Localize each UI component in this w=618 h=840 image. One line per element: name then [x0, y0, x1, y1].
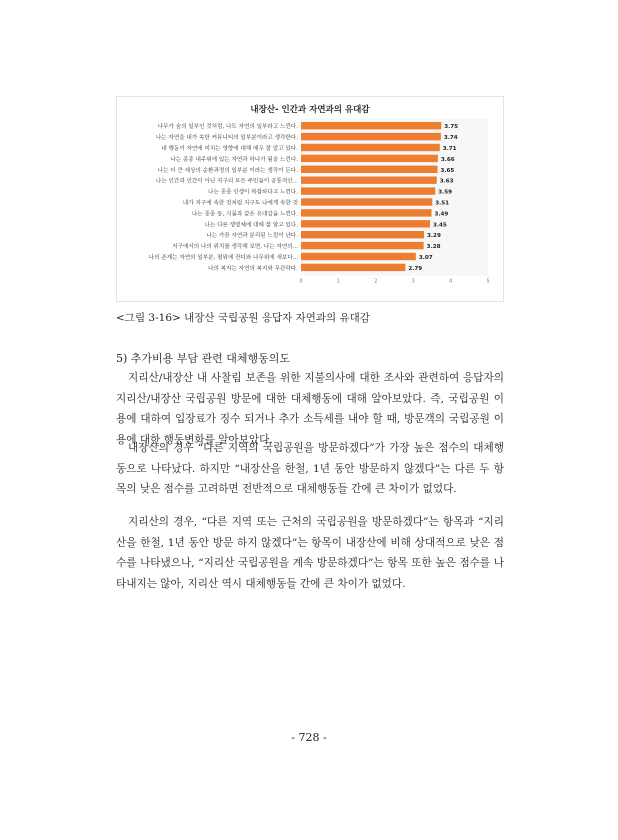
paragraph-3: 지리산의 경우, “다른 지역 또는 근처의 국립공원을 방문하겠다”는 항목과 “지리산을 한철, 1년 동안 방문 하지 않겠다”는 항목이 내장산에 비해 상대적으로 낮은 점수를 나타냈으나, “지리산 국립공원을 계속 방문하겠다”는 항목 또한 높은 점수를 나타내지는 않아, 지리산 역시 대체행동들 간에 큰 차이가 없었다. — [116, 516, 504, 590]
x-tick-label: 0 — [299, 279, 303, 285]
category-label: 나는 가끔 자연과 분리된 느낌이 난다. — [206, 233, 298, 240]
category-label: 나의 존재는 자연의 일부분, 평위에 잔디와 나무위에 새보다... — [148, 255, 298, 261]
data-label: 3.29 — [427, 233, 441, 240]
data-label: 3.07 — [418, 255, 433, 261]
bar — [301, 187, 435, 194]
data-label: 3.66 — [440, 156, 455, 163]
data-label: 3.49 — [434, 211, 449, 218]
page-number: - 728 - — [291, 731, 327, 744]
category-label: 나는 인간과 인간이 아닌 지구의 모든 주민들이 공통적인... — [155, 178, 298, 185]
bar — [301, 242, 424, 249]
chart-title: 내장산- 인간과 자연과의 유대감 — [250, 105, 370, 115]
chart-container — [116, 96, 504, 302]
x-tick-label: 2 — [374, 279, 378, 285]
data-label: 3.63 — [439, 178, 454, 185]
category-label: 나는 더 큰 세상의 순환과정의 일부분 이라는 생각이 든다. — [157, 167, 298, 174]
x-tick-label: 5 — [486, 279, 490, 285]
x-tick-label: 4 — [449, 279, 453, 285]
data-label: 3.45 — [433, 222, 447, 229]
x-tick-label: 3 — [411, 279, 415, 285]
bar — [301, 144, 440, 151]
data-label: 2.79 — [408, 265, 423, 272]
bar — [301, 133, 441, 140]
plot-area — [301, 119, 488, 276]
category-label: 나는 자연을 내가 속한 커뮤니티의 일부분이라고 생각한다. — [155, 135, 298, 142]
bar — [301, 122, 441, 129]
bar — [301, 166, 438, 173]
paragraph-1: 지리산/내장산 내 사찰림 보존을 위한 지불의사에 대한 조사와 관련하여 응답자의 지리산/내장산 국립공원 방문에 대한 대체행동에 대해 알아보았다. 즉, 국립공원 이용에 대하여 입장료가 징수 되거나 추가 소득세를 내야 할 때, 방문객의 국립공원 이용에 대한 행동변화를 알아보았다. — [116, 372, 504, 446]
figure-caption: <그림 3-16> 내장산 국립공원 응답자 자연과의 유대감 — [116, 312, 370, 324]
category-label: 나는 종종 인생이 복잡하다고 느낀다. — [208, 189, 298, 196]
bar — [301, 198, 432, 205]
bar — [301, 209, 432, 216]
data-label: 3.65 — [440, 167, 455, 174]
data-label: 3.28 — [426, 244, 441, 251]
category-label: 나무가 숲의 일부인 것처럼, 나도 자연의 일부라고 느낀다. — [157, 124, 298, 131]
bar — [301, 177, 437, 184]
data-label: 3.51 — [435, 200, 450, 207]
category-label: 나의 복지는 자연의 복지와 무관하다. — [208, 265, 298, 272]
category-label: 나는 종종 내주위에 있는 자연과 하나가 됨을 느낀다. — [170, 156, 298, 163]
x-tick-label: 1 — [336, 279, 340, 285]
bar — [301, 264, 405, 271]
category-label: 나는 종종 동, 식물과 같은 유대감을 느낀다. — [191, 211, 298, 218]
bar — [301, 155, 438, 162]
data-label: 3.59 — [438, 189, 453, 196]
data-label: 3.71 — [442, 146, 457, 152]
data-label: 3.74 — [443, 135, 458, 142]
data-label: 3.75 — [444, 124, 459, 131]
category-label: 지구에서의 나의 위치를 생각해 보면, 나는 자연의... — [172, 244, 298, 251]
category-label: 내가 지구에 속한 것처럼 지구도 나에게 속한 것 — [182, 200, 298, 207]
bar — [301, 231, 424, 238]
category-label: 내 행동이 자연에 미치는 영향에 대해 매우 잘 알고 있다. — [161, 146, 298, 152]
bar — [301, 220, 430, 227]
section-heading: 5) 추가비용 부담 관련 대체행동의도 — [116, 352, 291, 365]
bar-chart — [117, 97, 503, 301]
bar — [301, 253, 416, 260]
paragraph-2: 내장산의 경우 “다른 지역의 국립공원을 방문하겠다”가 가장 높은 점수의 대체행동으로 나타났다. 하지만 “내장산을 한철, 1년 동안 방문하지 않겠다”는 다른 두 항목의 낮은 점수를 고려하면 전반적으로 대체행동들 간에 큰 차이가 없었다. — [116, 442, 504, 495]
category-label: 나는 다른 생명체에 대해 잘 알고 있다. — [204, 222, 298, 229]
